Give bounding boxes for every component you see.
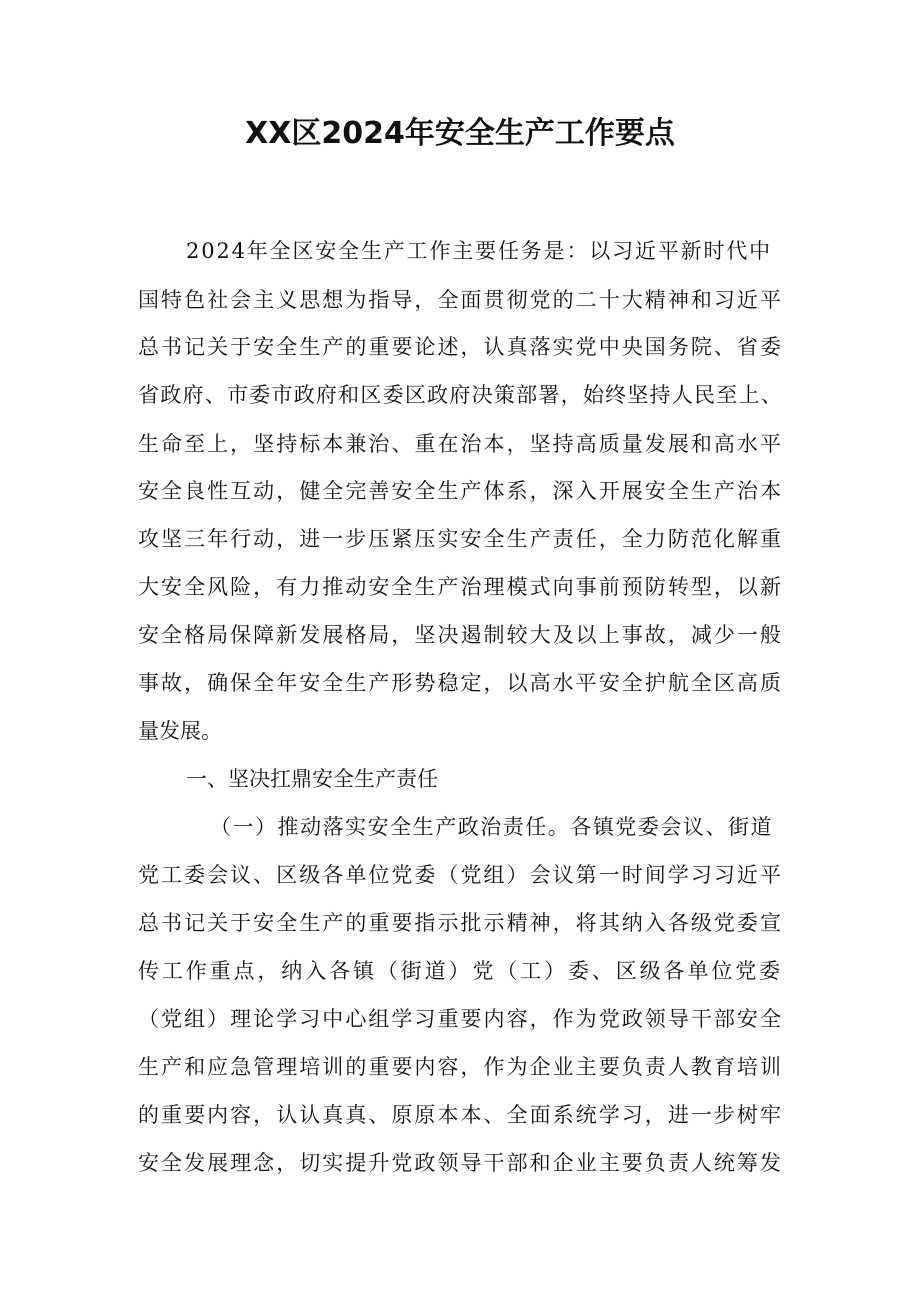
line-text: 省政府、市委市政府和区委区政府决策部署，始终坚持人民至上、 [138,383,783,407]
document-title: XX区2024年安全生产工作要点 [245,116,675,151]
line-text: 事故，确保全年安全生产形势稳定，以高水平安全护航全区高质 [138,671,783,695]
line-text: （党组）理论学习中心组学习重要内容，作为党政领导干部安全 [138,1007,783,1031]
line-text: 一、坚决扛鼎安全生产责任 [186,767,438,791]
paragraph-line [0,379,920,411]
paragraph-line [0,859,920,891]
paragraph-line [0,667,920,699]
paragraph-line [0,1099,920,1131]
paragraph-line [0,619,920,651]
line-text: 安全良性互动，健全完善安全生产体系，深入开展安全生产治本 [138,479,783,503]
line-text: 2024年全区安全生产工作主要任务是：以习近平新时代中 [186,239,772,263]
line-text: 总书记关于安全生产的重要指示批示精神，将其纳入各级党委宣 [138,911,783,935]
line-text: 总书记关于安全生产的重要论述，认真落实党中央国务院、省委 [138,335,783,359]
line-text: （一）推动落实安全生产政治责任。各镇党委会议、街道 [210,815,773,839]
line-text: 安全格局保障新发展格局，坚决遏制较大及以上事故，减少一般 [138,623,783,647]
paragraph-line [0,811,920,843]
line-text: 攻坚三年行动，进一步压紧压实安全生产责任，全力防范化解重 [138,527,783,551]
line-text: 生命至上，坚持标本兼治、重在治本，坚持高质量发展和高水平 [138,432,783,456]
paragraph-line [0,235,920,267]
paragraph-line [0,715,920,747]
line-text: 国特色社会主义思想为指导，全面贯彻党的二十大精神和习近平 [138,288,783,312]
paragraph-line [0,284,920,316]
paragraph-line [0,1147,920,1179]
line-text: 党工委会议、区级各单位党委（党组）会议第一时间学习习近平 [138,863,783,887]
line-text: 安全发展理念，切实提升党政领导干部和企业主要负责人统筹发 [138,1151,783,1175]
paragraph-line [0,571,920,603]
paragraph-line [0,1003,920,1035]
paragraph-line [0,1051,920,1083]
line-text: 量发展。 [138,719,222,743]
paragraph-line [0,955,920,987]
paragraph-line [0,523,920,555]
line-text: 大安全风险，有力推动安全生产治理模式向事前预防转型，以新 [138,575,783,599]
line-text: 的重要内容，认认真真、原原本本、全面系统学习，进一步树牢 [138,1103,783,1127]
section-heading [0,763,920,795]
line-text: 生产和应急管理培训的重要内容，作为企业主要负责人教育培训 [138,1055,783,1079]
paragraph-line [0,907,920,939]
paragraph-line [0,331,920,363]
line-text: 传工作重点，纳入各镇（街道）党（工）委、区级各单位党委 [138,959,783,983]
paragraph-line [0,475,920,507]
paragraph-line [0,428,920,460]
